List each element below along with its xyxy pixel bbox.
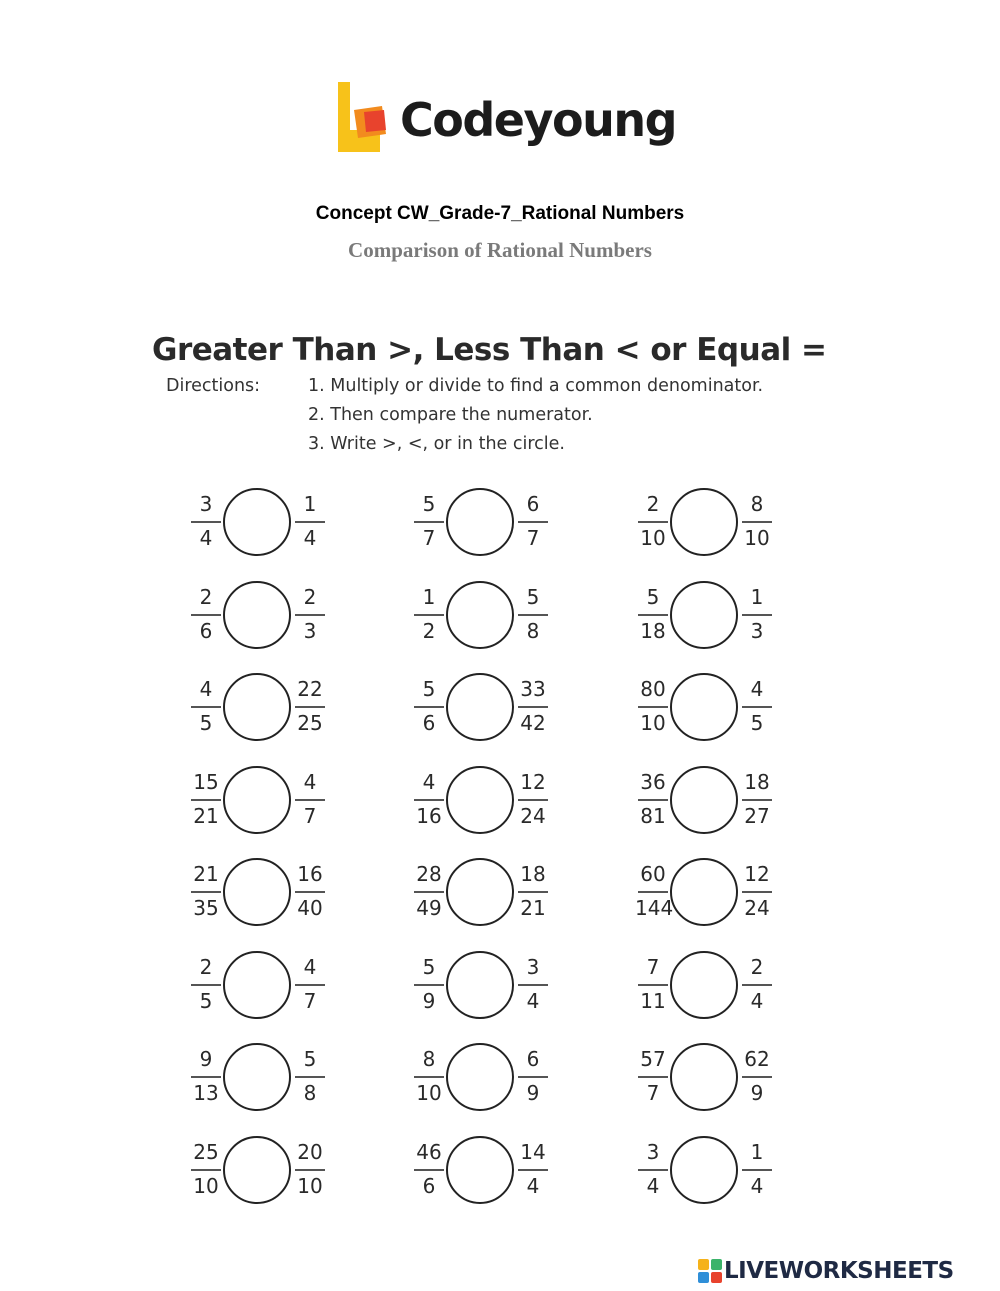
fraction-bar — [414, 799, 444, 801]
denominator: 10 — [297, 1174, 323, 1198]
numerator: 5 — [422, 492, 436, 516]
comparison-problem — [411, 766, 551, 834]
comparison-problem — [188, 488, 328, 556]
answer-circle[interactable] — [223, 1136, 291, 1204]
comparison-problem — [635, 858, 775, 926]
comparison-problem — [635, 766, 775, 834]
left-fraction — [411, 1043, 447, 1111]
numerator: 33 — [520, 677, 546, 701]
denominator: 16 — [416, 804, 442, 828]
liveworksheets-logo-icon — [698, 1259, 722, 1283]
comparison-problem — [635, 581, 775, 649]
numerator: 21 — [193, 862, 219, 886]
comparison-problem — [411, 951, 551, 1019]
denominator: 40 — [297, 896, 323, 920]
numerator: 16 — [297, 862, 323, 886]
left-fraction — [635, 1043, 671, 1111]
fraction-bar — [518, 614, 548, 616]
right-fraction — [292, 581, 328, 649]
numerator: 7 — [646, 955, 660, 979]
fraction-bar — [414, 614, 444, 616]
comparison-problem — [188, 673, 328, 741]
fraction-bar — [414, 1169, 444, 1171]
denominator: 3 — [750, 619, 764, 643]
comparison-problem — [635, 951, 775, 1019]
denominator: 9 — [750, 1081, 764, 1105]
left-fraction — [188, 766, 224, 834]
denominator: 4 — [750, 989, 764, 1013]
codeyoung-logo — [334, 80, 674, 160]
left-fraction — [635, 858, 674, 926]
right-fraction — [292, 858, 328, 926]
fraction-bar — [295, 706, 325, 708]
numerator: 18 — [520, 862, 546, 886]
denominator: 4 — [303, 526, 317, 550]
fraction-bar — [742, 891, 772, 893]
denominator: 4 — [646, 1174, 660, 1198]
fraction-bar — [518, 799, 548, 801]
right-fraction — [739, 581, 775, 649]
fraction-bar — [518, 1169, 548, 1171]
numerator: 5 — [526, 585, 540, 609]
answer-circle[interactable] — [446, 1136, 514, 1204]
comparison-problem — [411, 858, 551, 926]
liveworksheets-text: LIVEWORKSHEETS — [724, 1258, 954, 1284]
right-fraction — [292, 1136, 328, 1204]
denominator: 42 — [520, 711, 546, 735]
right-fraction — [292, 673, 328, 741]
comparison-problem — [188, 951, 328, 1019]
answer-circle[interactable] — [670, 581, 738, 649]
worksheet-heading: Greater Than >, Less Than < or Equal = — [152, 332, 827, 368]
left-fraction — [411, 1136, 447, 1204]
comparison-problem — [411, 488, 551, 556]
denominator: 5 — [750, 711, 764, 735]
right-fraction — [515, 581, 551, 649]
answer-circle[interactable] — [223, 951, 291, 1019]
numerator: 15 — [193, 770, 219, 794]
right-fraction — [739, 673, 775, 741]
comparison-problem — [411, 581, 551, 649]
denominator: 6 — [422, 711, 436, 735]
answer-circle[interactable] — [670, 1043, 738, 1111]
denominator: 5 — [199, 711, 213, 735]
numerator: 5 — [422, 677, 436, 701]
answer-circle[interactable] — [670, 1136, 738, 1204]
denominator: 9 — [422, 989, 436, 1013]
fraction-bar — [742, 984, 772, 986]
left-fraction — [411, 488, 447, 556]
numerator: 5 — [646, 585, 660, 609]
denominator: 10 — [744, 526, 770, 550]
fraction-bar — [638, 891, 668, 893]
right-fraction — [515, 858, 551, 926]
numerator: 4 — [303, 955, 317, 979]
fraction-bar — [414, 891, 444, 893]
left-fraction — [188, 673, 224, 741]
right-fraction — [739, 858, 775, 926]
left-fraction — [188, 1043, 224, 1111]
answer-circle[interactable] — [670, 951, 738, 1019]
right-fraction — [292, 766, 328, 834]
answer-circle[interactable] — [670, 858, 738, 926]
left-fraction — [635, 766, 671, 834]
numerator: 20 — [297, 1140, 323, 1164]
numerator: 6 — [526, 1047, 540, 1071]
answer-circle[interactable] — [446, 1043, 514, 1111]
fraction-bar — [295, 1169, 325, 1171]
numerator: 6 — [526, 492, 540, 516]
left-fraction — [635, 951, 671, 1019]
denominator: 7 — [646, 1081, 660, 1105]
right-fraction — [515, 673, 551, 741]
fraction-bar — [191, 891, 221, 893]
denominator: 4 — [199, 526, 213, 550]
denominator: 10 — [640, 526, 666, 550]
numerator: 57 — [640, 1047, 666, 1071]
numerator: 62 — [744, 1047, 770, 1071]
fraction-bar — [742, 706, 772, 708]
fraction-bar — [414, 1076, 444, 1078]
fraction-bar — [638, 1076, 668, 1078]
fraction-bar — [295, 891, 325, 893]
numerator: 2 — [199, 585, 213, 609]
fraction-bar — [295, 984, 325, 986]
left-fraction — [635, 673, 671, 741]
denominator: 5 — [199, 989, 213, 1013]
denominator: 144 — [635, 896, 674, 920]
codeyoung-logo-icon — [334, 82, 390, 152]
numerator: 4 — [199, 677, 213, 701]
right-fraction — [739, 1043, 775, 1111]
denominator: 24 — [744, 896, 770, 920]
numerator: 28 — [416, 862, 442, 886]
denominator: 18 — [640, 619, 666, 643]
document-title: Concept CW_Grade-7_Rational Numbers — [315, 203, 685, 224]
answer-circle[interactable] — [223, 581, 291, 649]
left-fraction — [635, 1136, 671, 1204]
comparison-problem — [411, 673, 551, 741]
fraction-bar — [638, 521, 668, 523]
numerator: 1 — [750, 585, 764, 609]
denominator: 6 — [199, 619, 213, 643]
denominator: 10 — [193, 1174, 219, 1198]
denominator: 21 — [193, 804, 219, 828]
answer-circle[interactable] — [446, 488, 514, 556]
denominator: 4 — [750, 1174, 764, 1198]
denominator: 3 — [303, 619, 317, 643]
comparison-problem — [635, 1136, 775, 1204]
answer-circle[interactable] — [223, 766, 291, 834]
numerator: 1 — [303, 492, 317, 516]
answer-circle[interactable] — [670, 488, 738, 556]
comparison-problem — [188, 1136, 328, 1204]
right-fraction — [292, 1043, 328, 1111]
denominator: 7 — [526, 526, 540, 550]
fraction-bar — [518, 706, 548, 708]
comparison-problem — [188, 858, 328, 926]
fraction-bar — [742, 1076, 772, 1078]
denominator: 10 — [416, 1081, 442, 1105]
fraction-bar — [742, 521, 772, 523]
numerator: 46 — [416, 1140, 442, 1164]
answer-circle[interactable] — [223, 673, 291, 741]
left-fraction — [411, 951, 447, 1019]
fraction-bar — [638, 1169, 668, 1171]
numerator: 60 — [640, 862, 666, 886]
denominator: 81 — [640, 804, 666, 828]
right-fraction — [739, 951, 775, 1019]
left-fraction — [188, 951, 224, 1019]
numerator: 2 — [646, 492, 660, 516]
numerator: 18 — [744, 770, 770, 794]
fraction-bar — [414, 521, 444, 523]
answer-circle[interactable] — [670, 673, 738, 741]
fraction-bar — [295, 799, 325, 801]
denominator: 24 — [520, 804, 546, 828]
numerator: 9 — [199, 1047, 213, 1071]
numerator: 2 — [199, 955, 213, 979]
numerator: 4 — [750, 677, 764, 701]
fraction-bar — [518, 984, 548, 986]
fraction-bar — [638, 706, 668, 708]
denominator: 7 — [422, 526, 436, 550]
numerator: 4 — [303, 770, 317, 794]
fraction-bar — [295, 521, 325, 523]
numerator: 22 — [297, 677, 323, 701]
left-fraction — [411, 581, 447, 649]
numerator: 8 — [750, 492, 764, 516]
denominator: 8 — [526, 619, 540, 643]
answer-circle[interactable] — [223, 1043, 291, 1111]
fraction-bar — [518, 891, 548, 893]
denominator: 25 — [297, 711, 323, 735]
right-fraction — [515, 488, 551, 556]
right-fraction — [739, 766, 775, 834]
numerator: 14 — [520, 1140, 546, 1164]
fraction-bar — [295, 1076, 325, 1078]
denominator: 7 — [303, 989, 317, 1013]
answer-circle[interactable] — [670, 766, 738, 834]
comparison-problem — [188, 766, 328, 834]
left-fraction — [188, 1136, 224, 1204]
fraction-bar — [191, 984, 221, 986]
numerator: 5 — [422, 955, 436, 979]
comparison-problem — [635, 1043, 775, 1111]
fraction-bar — [518, 1076, 548, 1078]
answer-circle[interactable] — [446, 951, 514, 1019]
comparison-problem — [188, 1043, 328, 1111]
denominator: 11 — [640, 989, 666, 1013]
direction-step-3: 3. Write >, <, or in the circle. — [308, 434, 565, 454]
fraction-bar — [742, 799, 772, 801]
fraction-bar — [414, 706, 444, 708]
left-fraction — [635, 488, 671, 556]
left-fraction — [411, 858, 447, 926]
fraction-bar — [414, 984, 444, 986]
numerator: 3 — [199, 492, 213, 516]
answer-circle[interactable] — [446, 581, 514, 649]
comparison-problem — [188, 581, 328, 649]
directions-label: Directions: — [166, 376, 261, 396]
fraction-bar — [638, 614, 668, 616]
right-fraction — [292, 951, 328, 1019]
denominator: 13 — [193, 1081, 219, 1105]
right-fraction — [739, 488, 775, 556]
denominator: 35 — [193, 896, 219, 920]
answer-circle[interactable] — [446, 766, 514, 834]
right-fraction — [292, 488, 328, 556]
comparison-problem — [411, 1043, 551, 1111]
comparison-problem — [635, 673, 775, 741]
left-fraction — [188, 581, 224, 649]
numerator: 36 — [640, 770, 666, 794]
denominator: 4 — [526, 1174, 540, 1198]
answer-circle[interactable] — [223, 858, 291, 926]
brand-name: Codeyoung — [400, 93, 676, 147]
numerator: 12 — [744, 862, 770, 886]
numerator: 1 — [750, 1140, 764, 1164]
fraction-bar — [638, 984, 668, 986]
denominator: 49 — [416, 896, 442, 920]
left-fraction — [188, 858, 224, 926]
fraction-bar — [191, 706, 221, 708]
fraction-bar — [518, 521, 548, 523]
answer-circle[interactable] — [223, 488, 291, 556]
left-fraction — [411, 673, 447, 741]
numerator: 80 — [640, 677, 666, 701]
left-fraction — [411, 766, 447, 834]
numerator: 5 — [303, 1047, 317, 1071]
right-fraction — [515, 951, 551, 1019]
right-fraction — [515, 766, 551, 834]
denominator: 27 — [744, 804, 770, 828]
comparison-problem — [411, 1136, 551, 1204]
denominator: 8 — [303, 1081, 317, 1105]
numerator: 3 — [526, 955, 540, 979]
denominator: 21 — [520, 896, 546, 920]
denominator: 4 — [526, 989, 540, 1013]
comparison-problem — [635, 488, 775, 556]
numerator: 12 — [520, 770, 546, 794]
fraction-bar — [295, 614, 325, 616]
fraction-bar — [638, 799, 668, 801]
numerator: 2 — [750, 955, 764, 979]
numerator: 4 — [422, 770, 436, 794]
denominator: 7 — [303, 804, 317, 828]
numerator: 25 — [193, 1140, 219, 1164]
denominator: 6 — [422, 1174, 436, 1198]
answer-circle[interactable] — [446, 673, 514, 741]
right-fraction — [739, 1136, 775, 1204]
answer-circle[interactable] — [446, 858, 514, 926]
left-fraction — [635, 581, 671, 649]
fraction-bar — [191, 614, 221, 616]
numerator: 1 — [422, 585, 436, 609]
direction-step-1: 1. Multiply or divide to find a common denominator. — [308, 376, 764, 396]
right-fraction — [515, 1043, 551, 1111]
denominator: 10 — [640, 711, 666, 735]
fraction-bar — [191, 521, 221, 523]
right-fraction — [515, 1136, 551, 1204]
left-fraction — [188, 488, 224, 556]
fraction-bar — [191, 799, 221, 801]
numerator: 2 — [303, 585, 317, 609]
fraction-bar — [742, 614, 772, 616]
direction-step-2: 2. Then compare the numerator. — [308, 405, 593, 425]
numerator: 8 — [422, 1047, 436, 1071]
fraction-bar — [191, 1076, 221, 1078]
denominator: 9 — [526, 1081, 540, 1105]
fraction-bar — [742, 1169, 772, 1171]
numerator: 3 — [646, 1140, 660, 1164]
document-subtitle: Comparison of Rational Numbers — [348, 238, 652, 262]
fraction-bar — [191, 1169, 221, 1171]
denominator: 2 — [422, 619, 436, 643]
